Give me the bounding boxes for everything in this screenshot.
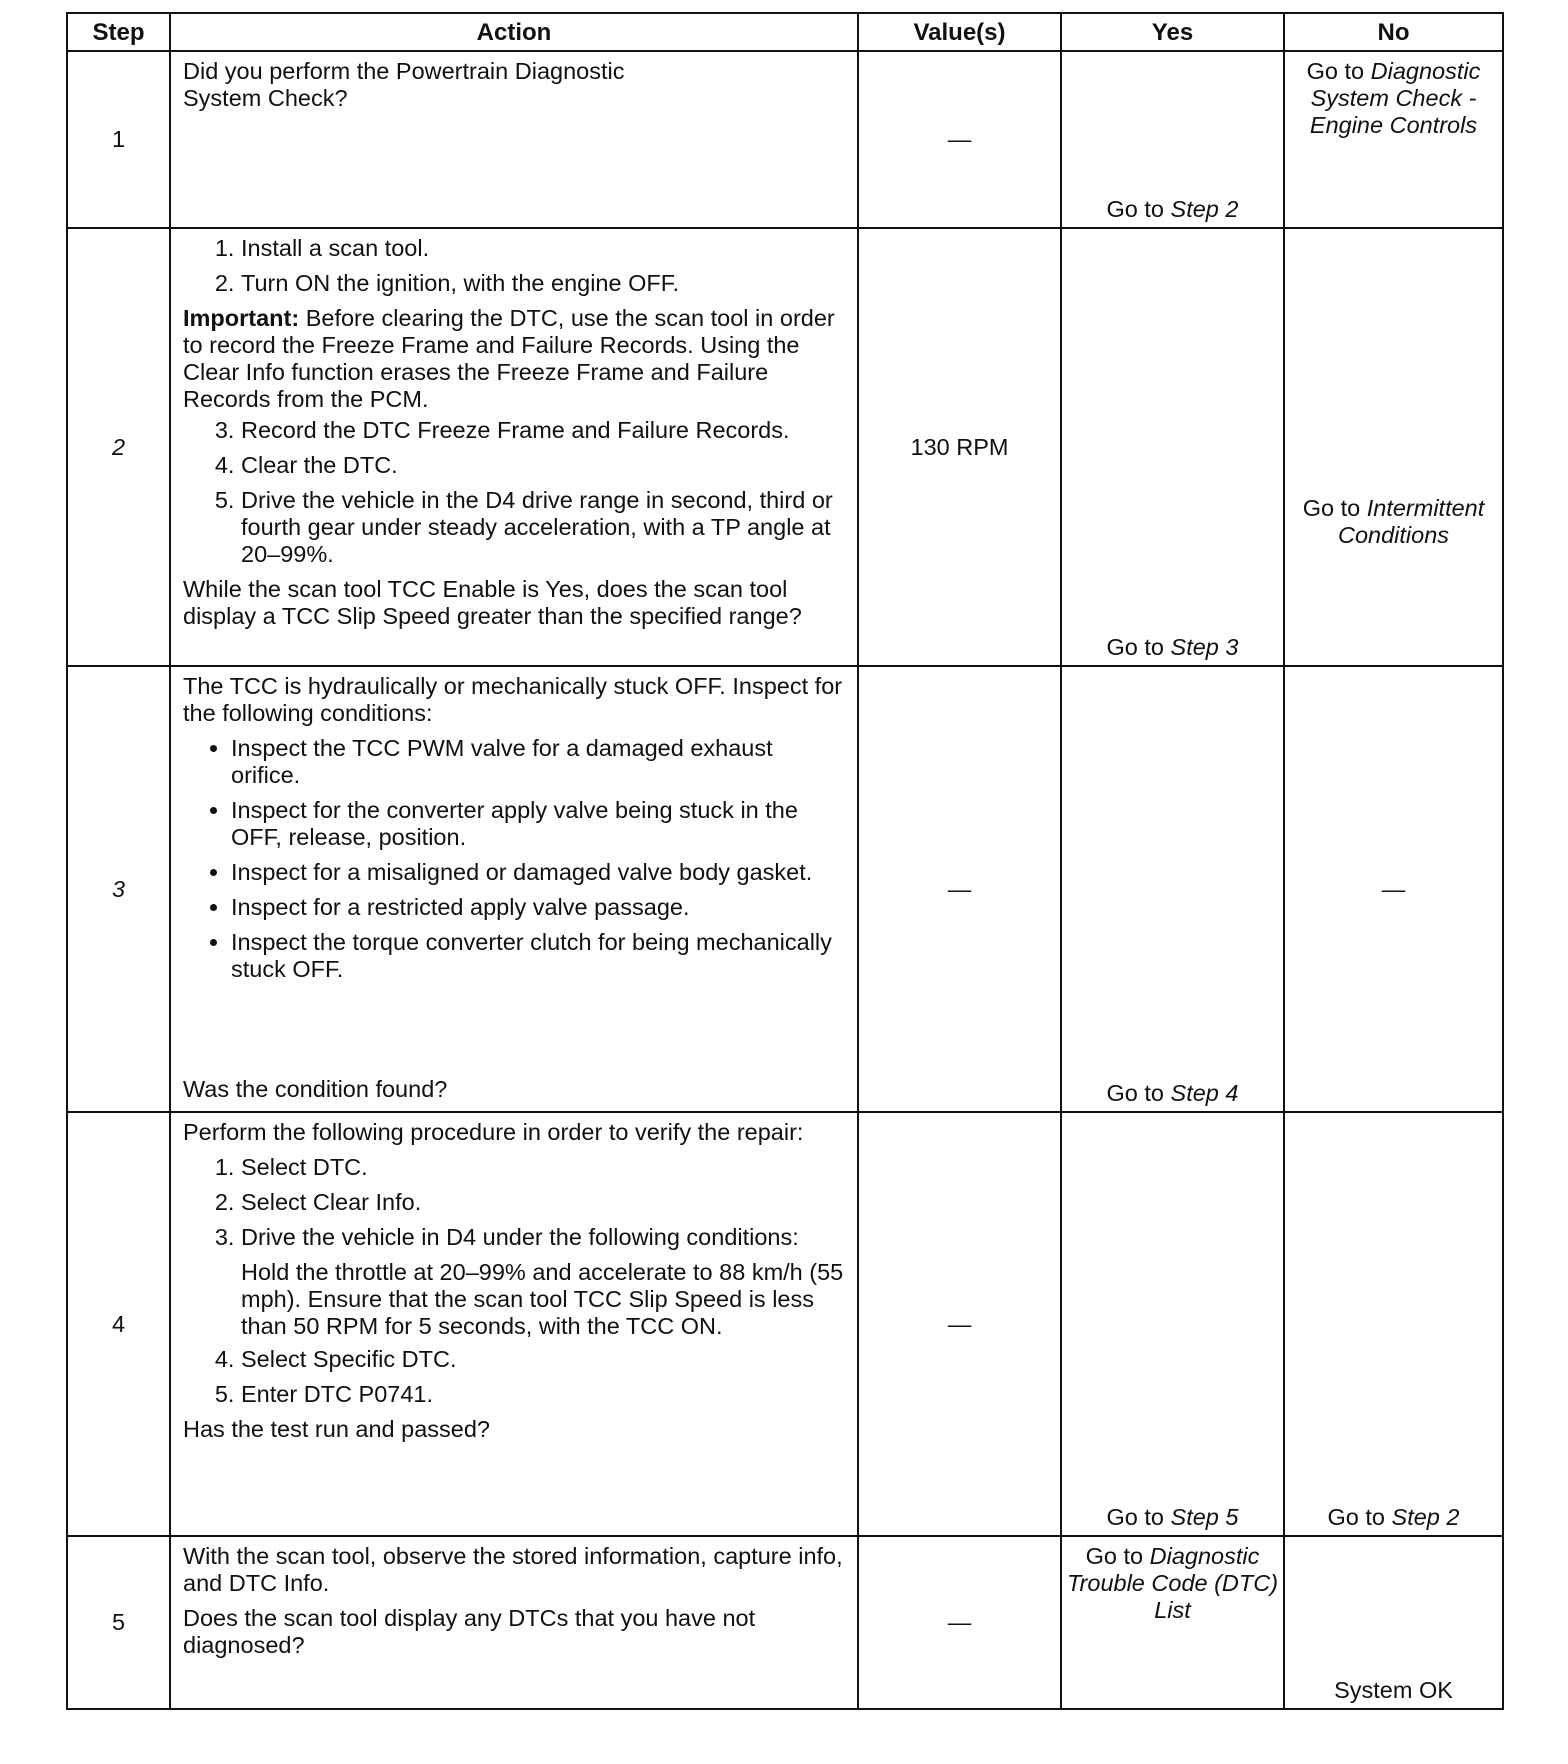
- procedure-list-b: [183, 1346, 845, 1408]
- value-cell: —: [858, 1112, 1061, 1536]
- table-row-step-1: [67, 51, 1503, 228]
- step-number: 1: [67, 51, 170, 228]
- value-cell: —: [858, 666, 1061, 1112]
- procedure-list-a: [183, 235, 845, 297]
- list-item: 1. Install a scan tool.: [241, 235, 845, 262]
- action-cell: [170, 666, 858, 1112]
- list-item: 4. Select Specific DTC.: [241, 1346, 845, 1373]
- list-item: • Inspect for a restricted apply valve passage.: [231, 894, 845, 921]
- step-number: 2: [67, 228, 170, 666]
- yes-result: Go to Step 3: [1106, 634, 1239, 660]
- yes-link[interactable]: Step 5: [1170, 1504, 1239, 1530]
- list-item: 3. Drive the vehicle in D4 under the following conditions:: [241, 1224, 845, 1251]
- list-item: 3. Record the DTC Freeze Frame and Failure Records.: [241, 417, 845, 444]
- procedure-subtext: Hold the throttle at 20–99% and accelerate to 88 km/h (55 mph). Ensure that the scan tool TCC Slip Speed is less than 50 RPM for 5 seconds, with the TCC ON.: [241, 1259, 844, 1339]
- yes-result: Go to Step 2: [1106, 196, 1239, 222]
- step-number: 4: [67, 1112, 170, 1536]
- header-action: Action: [170, 13, 858, 51]
- no-link[interactable]: Step 2: [1391, 1504, 1460, 1530]
- no-cell: [1284, 51, 1503, 228]
- list-item: 4. Clear the DTC.: [241, 452, 845, 479]
- table-row-step-3: [67, 666, 1503, 1112]
- action-question: Did you perform the Powertrain Diagnostic System Check?: [183, 58, 625, 111]
- yes-result: Go to Step 5: [1106, 1504, 1239, 1530]
- header-row: [67, 13, 1503, 51]
- action-question: Was the condition found?: [183, 1076, 448, 1102]
- action-cell: [170, 51, 858, 228]
- procedure-list-a: [183, 1154, 845, 1251]
- no-result: Go to Diagnostic System Check - Engine Controls: [1306, 58, 1481, 138]
- procedure-list-b: [183, 417, 845, 568]
- no-result: Go to Intermittent Conditions: [1302, 495, 1485, 548]
- step-number: 5: [67, 1536, 170, 1709]
- action-cell: [170, 1112, 858, 1536]
- table-row-step-2: [67, 228, 1503, 666]
- yes-result: Go to Diagnostic Trouble Code (DTC) List: [1066, 1543, 1279, 1623]
- yes-link[interactable]: Diagnostic Trouble Code (DTC) List: [1066, 1543, 1279, 1623]
- value-cell: —: [858, 51, 1061, 228]
- list-item: 5. Enter DTC P0741.: [241, 1381, 845, 1408]
- no-link[interactable]: Intermittent Conditions: [1337, 495, 1485, 548]
- no-result: System OK: [1334, 1677, 1453, 1703]
- list-item: • Inspect for a misaligned or damaged valve body gasket.: [231, 859, 845, 886]
- header-no: No: [1284, 13, 1503, 51]
- yes-link[interactable]: Step 2: [1170, 196, 1239, 222]
- inspection-list: [183, 735, 845, 983]
- value-cell: —: [858, 1536, 1061, 1709]
- action-intro: The TCC is hydraulically or mechanically stuck OFF. Inspect for the following conditions:: [183, 673, 843, 726]
- yes-link[interactable]: Step 3: [1170, 634, 1239, 660]
- yes-cell: [1061, 1536, 1284, 1709]
- no-cell: [1284, 1536, 1503, 1709]
- yes-link[interactable]: Step 4: [1170, 1080, 1239, 1106]
- action-question: While the scan tool TCC Enable is Yes, does the scan tool display a TCC Slip Speed greater than the specified range?: [183, 576, 802, 629]
- action-question: Does the scan tool display any DTCs that you have not diagnosed?: [183, 1605, 756, 1658]
- header-values: Value(s): [858, 13, 1061, 51]
- action-cell: [170, 228, 858, 666]
- header-step: Step: [67, 13, 170, 51]
- diagnostic-table: [66, 12, 1504, 1710]
- yes-result: Go to Step 4: [1106, 1080, 1239, 1106]
- no-cell: [1284, 228, 1503, 666]
- list-item: • Inspect the torque converter clutch for being mechanically stuck OFF.: [231, 929, 845, 983]
- table-row-step-4: [67, 1112, 1503, 1536]
- action-intro: Perform the following procedure in order to verify the repair:: [183, 1119, 804, 1145]
- important-note: Important: Before clearing the DTC, use the scan tool in order to record the Freeze Frame and Failure Records. Using the Clear Info function erases the Freeze Frame and Failure Records from the PCM.: [183, 305, 835, 412]
- list-item: 2. Turn ON the ignition, with the engine OFF.: [241, 270, 845, 297]
- no-link[interactable]: Diagnostic System Check - Engine Controls: [1309, 58, 1481, 138]
- no-cell: [1284, 1112, 1503, 1536]
- list-item: 1. Select DTC.: [241, 1154, 845, 1181]
- list-item: 2. Select Clear Info.: [241, 1189, 845, 1216]
- no-cell: —: [1284, 666, 1503, 1112]
- value-cell: 130 RPM: [858, 228, 1061, 666]
- action-question: Has the test run and passed?: [183, 1416, 491, 1442]
- yes-cell: [1061, 228, 1284, 666]
- list-item: • Inspect the TCC PWM valve for a damaged exhaust orifice.: [231, 735, 845, 789]
- action-cell: [170, 1536, 858, 1709]
- list-item: • Inspect for the converter apply valve being stuck in the OFF, release, position.: [231, 797, 845, 851]
- action-intro: With the scan tool, observe the stored information, capture info, and DTC Info.: [183, 1543, 843, 1596]
- yes-cell: [1061, 666, 1284, 1112]
- list-item: 5. Drive the vehicle in the D4 drive range in second, third or fourth gear under steady acceleration, with a TP angle at 20–99%.: [241, 487, 845, 568]
- yes-cell: [1061, 1112, 1284, 1536]
- table-row-step-5: [67, 1536, 1503, 1709]
- header-yes: Yes: [1061, 13, 1284, 51]
- no-result: Go to Step 2: [1327, 1504, 1460, 1530]
- step-number: 3: [67, 666, 170, 1112]
- yes-cell: [1061, 51, 1284, 228]
